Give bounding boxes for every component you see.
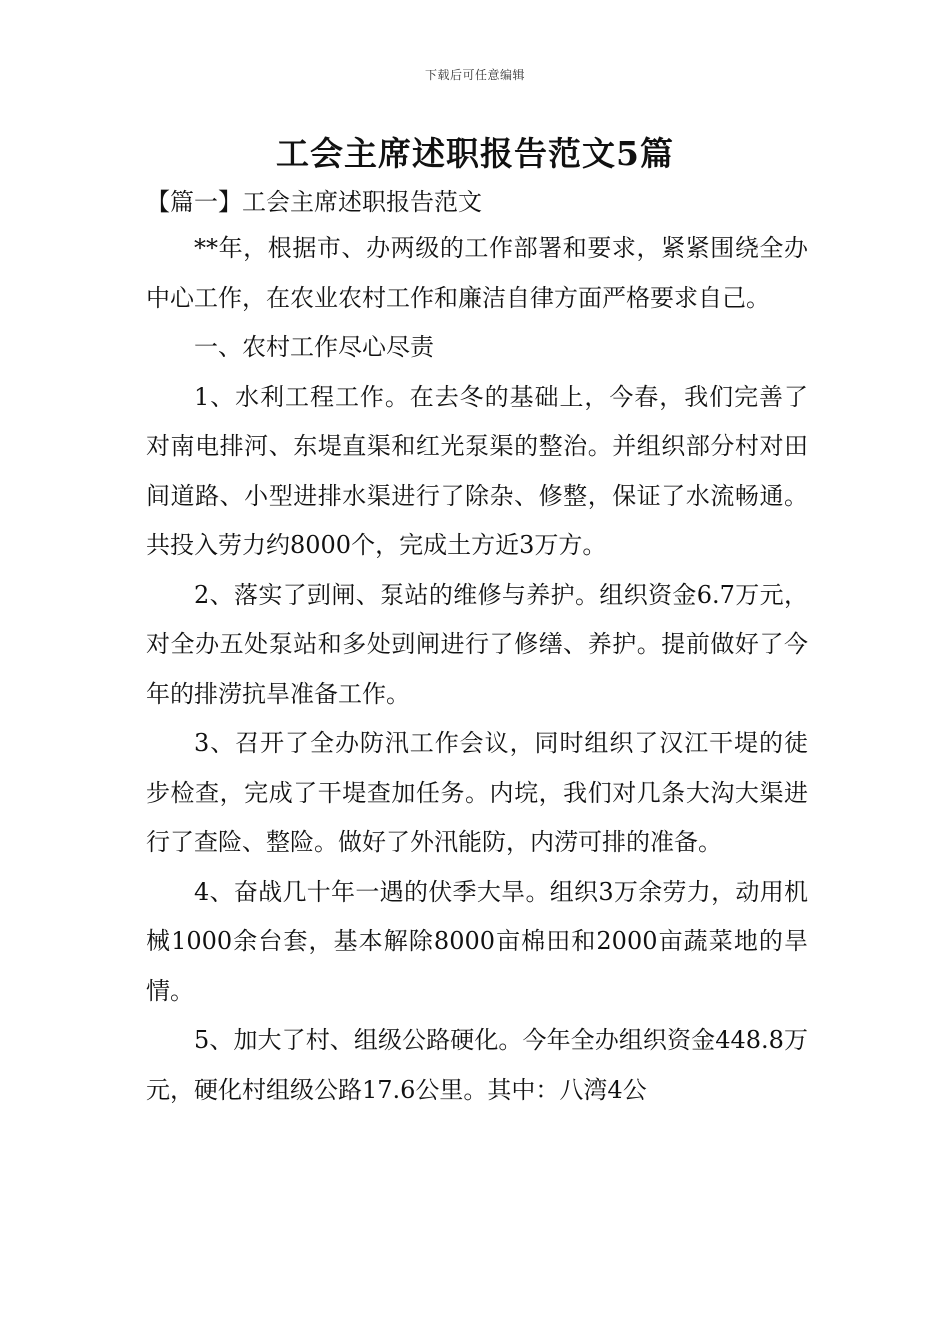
document-title: 工会主席述职报告范文5篇	[276, 134, 674, 173]
paragraph-item-4: 4、奋战几十年一遇的伏季大旱。组织3万余劳力，动用机械1000余台套，基本解除8000亩棉田和2000亩蔬菜地的旱情。	[146, 877, 808, 1005]
paragraph-item-2: 2、落实了剅闸、泵站的维修与养护。组织资金6.7万元，对全办五处泵站和多处剅闸进行了修缮、养护。提前做好了今年的排涝抗旱准备工作。	[146, 580, 808, 708]
header-note: 下载后可任意编辑	[424, 68, 525, 82]
paragraph-subheading: 一、农村工作尽心尽责	[194, 333, 434, 361]
paragraph-item-3: 3、召开了全办防汛工作会议，同时组织了汉江干堤的徒步检查，完成了干堤查加任务。内垸，我们对几条大沟大渠进行了查险、整险。做好了外汛能防，内涝可排的准备。	[146, 729, 808, 856]
paragraph-item-1: 1、水利工程工作。在去冬的基础上，今春，我们完善了对南电排河、东堤直渠和红光泵渠的整治。并组织部分村对田间道路、小型进排水渠进行了除杂、修整，保证了水流畅通。共投入劳力约8000个，完成土方近3万方。	[146, 382, 808, 559]
paragraph-item-5: 5、加大了村、组级公路硬化。今年全办组织资金448.8万元，硬化村组级公路17.6公里。其中：八湾4公	[146, 1026, 808, 1104]
paragraph-intro: **年，根据市、办两级的工作部署和要求，紧紧围绕全办中心工作，在农业农村工作和廉洁自律方面严格要求自己。	[146, 234, 808, 312]
section-heading: 【篇一】工会主席述职报告范文	[146, 188, 482, 216]
document-body	[146, 224, 808, 1115]
